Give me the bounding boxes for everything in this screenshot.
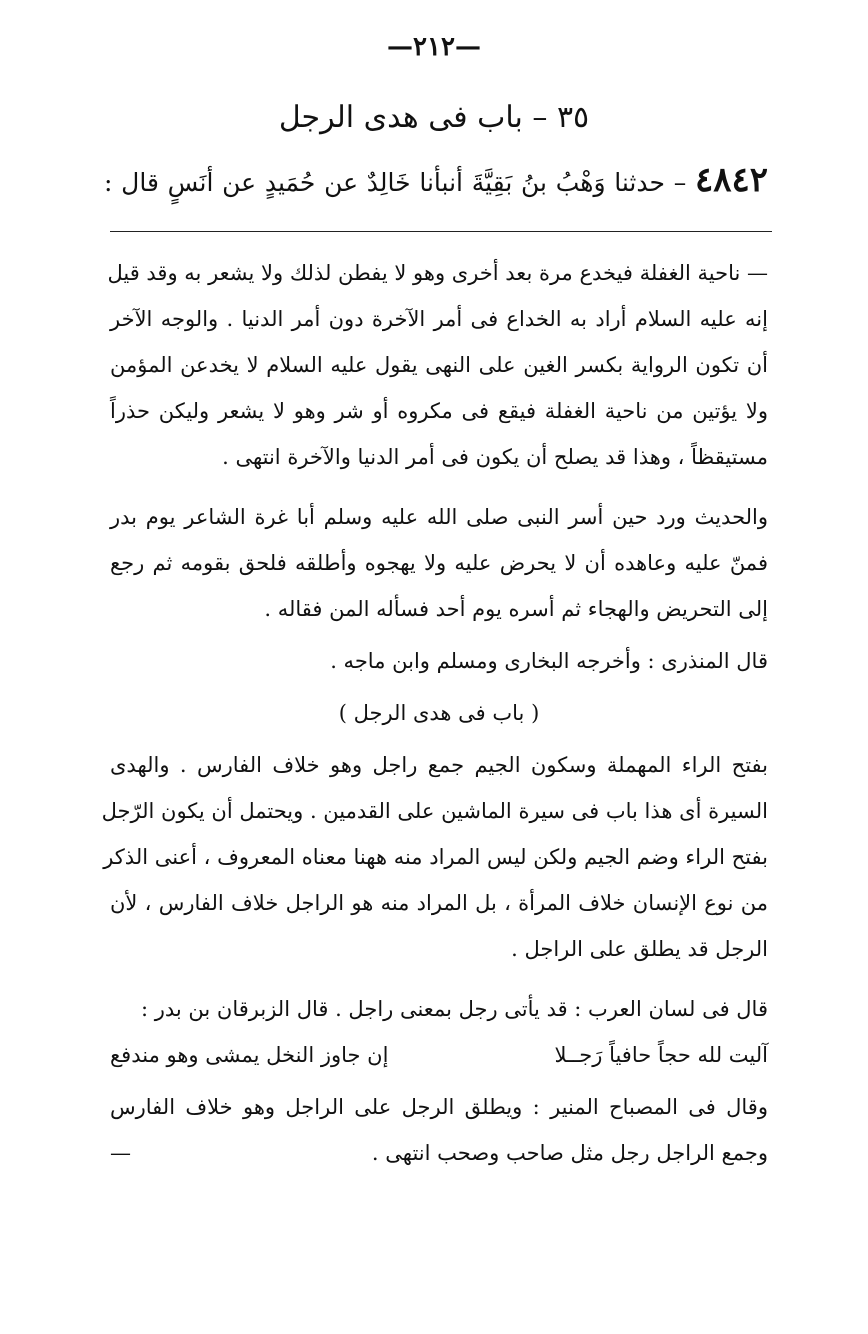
text-line: إنه عليه السلام أراد به الخداع فى أمر الآخرة دون أمر الدنيا . والوجه الآخر bbox=[110, 307, 768, 331]
paragraph-2 bbox=[110, 494, 768, 632]
poem-second-hemistich: إن جاوز النخل يمشى وهو مندفع bbox=[110, 1043, 389, 1067]
text-line: السيرة أى هذا باب فى سيرة الماشين على القدمين . ويحتمل أن يكون الرّجل bbox=[101, 799, 768, 823]
text-line: إلى التحريض والهجاء ثم أسره يوم أحد فسأله المن فقاله . bbox=[264, 597, 768, 621]
section-divider bbox=[110, 231, 772, 232]
poem-first-hemistich: آليت لله حجاً حافياً رَجــلا bbox=[554, 1043, 768, 1067]
paragraph-3: قال المنذرى : وأخرجه البخارى ومسلم وابن ماجه . bbox=[330, 649, 768, 673]
text-line: — ناحية الغفلة فيخدع مرة بعد أخرى وهو لا يفطن لذلك ولا يشعر به وقد قيل bbox=[107, 261, 768, 285]
text-line: الرجل قد يطلق على الراجل . bbox=[511, 937, 768, 961]
paragraph-5: قال فى لسان العرب : قد يأتى رجل بمعنى راجل . قال الزبرقان بن بدر : bbox=[140, 997, 768, 1021]
text-line: وقال فى المصباح المنير : ويطلق الرجل على الراجل وهو خلاف الفارس bbox=[110, 1095, 768, 1119]
chapter-title: ٣٥ – باب فى هدى الرجل bbox=[278, 100, 590, 135]
paragraph-1 bbox=[107, 250, 768, 480]
paragraph-4 bbox=[101, 742, 768, 972]
paragraph-6 bbox=[110, 1084, 768, 1176]
text-line: مستيقظاً ، وهذا قد يصلح أن يكون فى أمر الدنيا والآخرة انتهى . bbox=[222, 445, 768, 469]
page-number: —٢١٢— bbox=[387, 32, 481, 62]
hadith-header bbox=[104, 160, 768, 200]
text-line: والحديث ورد حين أسر النبى صلى الله عليه وسلم أبا غرة الشاعر يوم بدر bbox=[110, 505, 768, 529]
closing-dash: — bbox=[110, 1141, 131, 1165]
text-line: بفتح الراء المهملة وسكون الجيم جمع راجل وهو خلاف الفارس . والهدى bbox=[110, 753, 768, 777]
text-line: من نوع الإنسان خلاف المرأة ، بل المراد منه هو الراجل خلاف الفارس ، لأن bbox=[110, 891, 768, 915]
text-line: فمنّ عليه وعاهده أن لا يحرض عليه ولا يهجوه وأطلقه فلحق بقومه ثم رجع bbox=[110, 551, 768, 575]
text-line: أن تكون الرواية بكسر الغين على النهى يقول عليه السلام لا يخدعن المؤمن bbox=[110, 353, 768, 377]
text-line: بفتح الراء وضم الجيم ولكن ليس المراد منه ههنا معناه المعروف ، أعنى الذكر bbox=[103, 845, 768, 869]
commentary-body bbox=[101, 250, 768, 1176]
hadith-number: ٤٨٤٢ bbox=[694, 160, 768, 200]
text-line: وجمع الراجل رجل مثل صاحب وصحب انتهى . bbox=[371, 1141, 768, 1165]
text-line: ولا يؤتين من ناحية الغفلة فيقع فى مكروه أو شر وهو لا يشعر وليكن حذراً bbox=[110, 399, 768, 423]
hadith-chain: – حدثنا وَهْبُ بنُ بَقِيَّةَ أنبأنا خَالِدٌ عن حُمَيدٍ عن أنَسٍ قال : bbox=[104, 168, 687, 197]
closing-row bbox=[110, 1130, 768, 1176]
poem-verse bbox=[110, 1032, 768, 1078]
section-heading: ( باب فى هدى الرجل ) bbox=[338, 701, 540, 725]
